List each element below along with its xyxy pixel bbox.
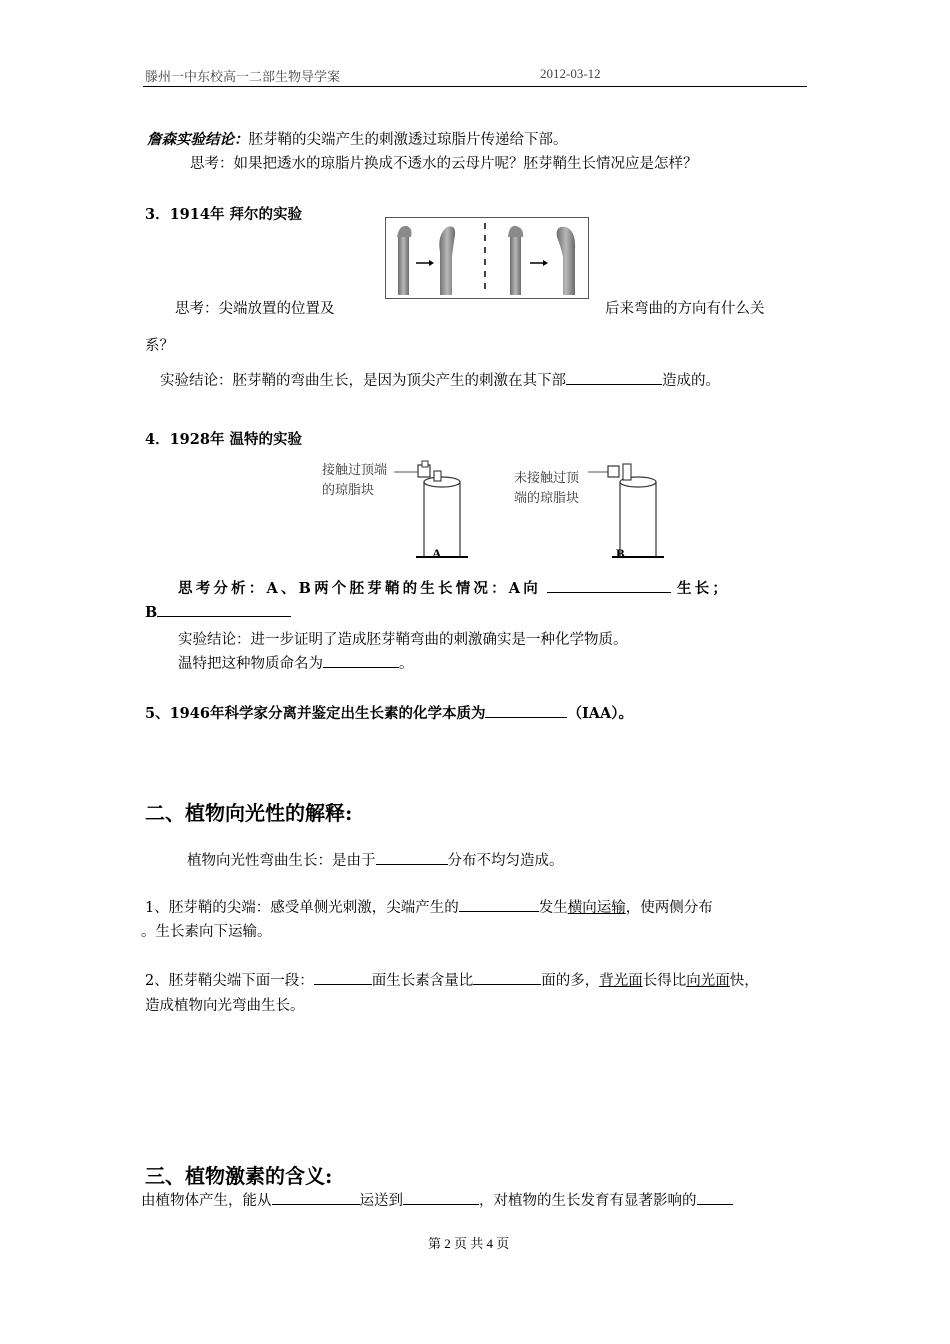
- fig-label-b-line2: 端的琼脂块: [514, 491, 580, 506]
- section-2-intro-b: 分布不均匀造成。: [447, 853, 564, 869]
- think-2-text-b: 后来弯曲的方向有什么关: [605, 301, 765, 317]
- answer-blank[interactable]: [566, 370, 662, 385]
- think-1-text: 如果把透水的琼脂片换成不透水的云母片呢？胚芽鞘生长情况应是怎样？: [233, 156, 698, 172]
- conclusion-4-text: 进一步证明了造成胚芽鞘弯曲的刺激确实是一种化学物质。: [250, 632, 628, 648]
- boysen-jensen-figure: [385, 217, 589, 299]
- header-rule: [143, 86, 807, 87]
- p2-text-c: 面的多，: [541, 973, 600, 989]
- p1-text-c: ，使两侧分布: [625, 900, 713, 916]
- p1-text-a: 1、胚芽鞘的尖端：感受单侧光刺激，尖端产生的: [145, 900, 459, 916]
- item-5-text-b: （IAA）。: [567, 705, 633, 722]
- went-naming: [178, 652, 414, 673]
- coleoptile-bending-diagram: [385, 217, 589, 299]
- conclusion-3-text-a: 胚芽鞘的弯曲生长，是因为顶尖产生的刺激在其下部: [232, 373, 566, 389]
- conclusion-4: [178, 628, 628, 649]
- page-number: 第 2 页 共 4 页: [428, 1236, 510, 1251]
- think-2: [175, 297, 335, 318]
- answer-blank[interactable]: [323, 653, 399, 668]
- section-2-p1: [145, 896, 713, 917]
- fig-label-a-line1: 接触过顶端: [322, 463, 388, 478]
- analysis-4: [178, 577, 730, 598]
- agar-block-diagram: [318, 458, 668, 564]
- answer-blank[interactable]: [272, 1190, 360, 1205]
- section-3-title: 三、植物激素的含义:: [145, 1164, 333, 1188]
- answer-blank[interactable]: [473, 970, 541, 985]
- item-5: [145, 702, 633, 723]
- fig-caption-b: B: [616, 546, 625, 561]
- think-2-text-c: 系？: [145, 338, 174, 354]
- answer-blank[interactable]: [459, 897, 539, 912]
- section-3-text-b: 运送到: [359, 1193, 403, 1209]
- p2-text-b: 面生长素含量比: [371, 973, 474, 989]
- section-3-text: [141, 1189, 733, 1210]
- answer-blank[interactable]: [485, 703, 567, 718]
- item-5-text-a: 5、1946年科学家分离并鉴定出生长素的化学本质为: [145, 705, 486, 722]
- section-2-title: 二、植物向光性的解释:: [145, 801, 353, 825]
- answer-blank[interactable]: [403, 1190, 479, 1205]
- think-1-label: 思考：: [190, 156, 234, 172]
- analysis-text-b: 生长；: [676, 580, 731, 597]
- went-text-b: 。: [399, 656, 414, 672]
- p2-underlined-2: 向光面: [686, 973, 730, 989]
- p2-text-a: 2、胚芽鞘尖端下面一段：: [145, 973, 314, 989]
- header-date: 2012-03-12: [540, 66, 601, 81]
- p1-text-d: 。生长素向下运输。: [141, 924, 272, 940]
- section-3-text-a: 由植物体产生，能从: [141, 1193, 272, 1209]
- think-2-text-a: 尖端放置的位置及: [218, 301, 335, 317]
- jensen-conclusion-label: 詹森实验结论：: [147, 131, 249, 148]
- analysis-4-b: [145, 602, 291, 621]
- fig-label-a-line2: 的琼脂块: [322, 483, 375, 498]
- p2-text-e: 快，: [729, 973, 759, 989]
- went-figure: [318, 458, 668, 564]
- conclusion-3-label: 实验结论：: [160, 373, 233, 389]
- analysis-text-c: B: [145, 604, 158, 621]
- p2-text-d: 长得比: [642, 973, 687, 989]
- think-2-label: 思考：: [175, 301, 219, 317]
- answer-blank[interactable]: [314, 970, 372, 985]
- item-4-title: 4．1928年 温特的实验: [145, 431, 302, 448]
- fig-caption-a: A: [432, 546, 442, 561]
- p1-text-b: 发生: [538, 900, 568, 916]
- answer-blank[interactable]: [157, 602, 291, 617]
- header-title: 滕州一中东校高一二部生物导学案: [145, 69, 341, 84]
- conclusion-3: [160, 369, 720, 390]
- section-2-p2: [145, 969, 759, 990]
- p2-underlined-1: 背光面: [599, 973, 643, 989]
- section-3-text-c: ，对植物的生长发育有显著影响的: [479, 1193, 697, 1209]
- conclusion-3-text-b: 造成的。: [662, 373, 720, 389]
- answer-blank[interactable]: [376, 850, 448, 865]
- answer-blank[interactable]: [697, 1190, 733, 1205]
- analysis-text-a: 思考分析：A、B两个胚芽鞘的生长情况：A向: [178, 580, 541, 597]
- p2-text-f: 造成植物向光弯曲生长。: [145, 998, 305, 1014]
- went-text-a: 温特把这种物质命名为: [178, 656, 323, 672]
- jensen-conclusion-text: 胚芽鞘的尖端产生的刺激透过琼脂片传递给下部。: [248, 132, 568, 148]
- item-3-title: 3．1914年 拜尔的实验: [145, 206, 302, 223]
- jensen-conclusion: [147, 128, 568, 149]
- section-2-intro-a: 植物向光性弯曲生长：是由于: [187, 853, 376, 869]
- section-2-intro: [187, 849, 564, 870]
- p1-underlined: 横向运输: [567, 900, 626, 916]
- fig-label-b-line1: 未接触过顶: [514, 471, 580, 486]
- conclusion-4-label: 实验结论：: [178, 632, 251, 648]
- think-1: [190, 152, 698, 173]
- answer-blank[interactable]: [547, 578, 671, 593]
